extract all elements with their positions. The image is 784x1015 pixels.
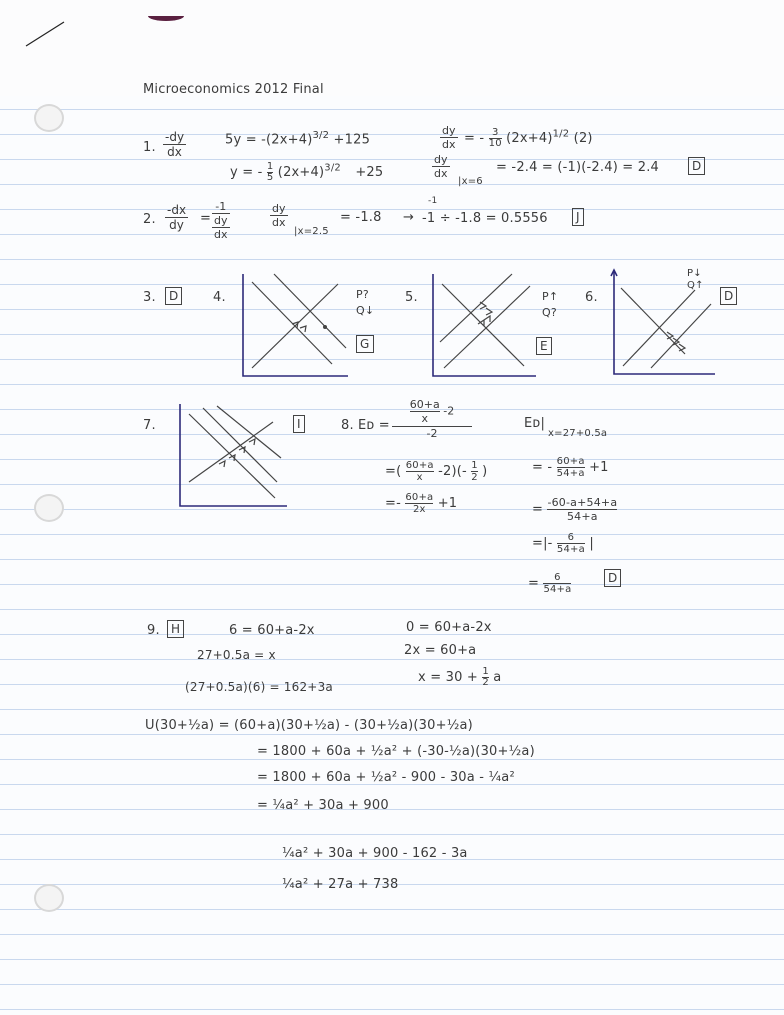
q5-supply-line — [440, 274, 512, 342]
q9-a1: 6 = 60+a-2x — [229, 623, 315, 638]
q1-line2-frac — [267, 162, 274, 183]
q8-r2-frac — [547, 496, 617, 523]
q6-note-p: P↓ — [687, 268, 702, 279]
q4-graph — [240, 272, 350, 380]
q8-r1 — [532, 456, 609, 479]
q1-deriv-num: dy — [442, 124, 456, 137]
q5-shift-arrows — [478, 302, 492, 326]
ink-blot — [148, 16, 184, 21]
q8-f1-frac-den: x — [421, 412, 429, 425]
q1-deriv-den: dx — [442, 138, 456, 151]
q7-answer-box: I — [293, 415, 305, 433]
q2-lhs-num: -dx — [167, 203, 187, 217]
q1-answer — [688, 157, 705, 175]
q5-demand-line — [442, 284, 524, 366]
q9-b3-main: x = 30 + — [418, 670, 479, 685]
q1-number: 1. — [143, 140, 156, 155]
q2-rhs — [212, 200, 230, 241]
q8-answer — [604, 569, 621, 587]
q2-eval-tail: = -1.8 — [340, 210, 382, 225]
q6-answer-box: D — [720, 287, 737, 305]
q1-eval-tail: = -2.4 = (-1)(-2.4) = 2.4 — [496, 160, 659, 175]
q5-number: 5. — [405, 290, 418, 305]
q2-answer-box: J — [572, 208, 584, 226]
q1-line1 — [225, 130, 370, 147]
q1-line2-main: y = - — [230, 165, 263, 180]
q8-line3-eq: =- — [385, 496, 401, 511]
q9-b3-frac-den: 2 — [482, 677, 489, 688]
page-title: Microeconomics 2012 Final — [143, 82, 324, 97]
q4-note-q: Q↓ — [356, 304, 375, 317]
q1-line2-mid: (2x+4) — [277, 165, 325, 180]
corner-marks — [20, 16, 200, 56]
q8-line3 — [385, 492, 457, 515]
q6-answer — [720, 287, 737, 305]
q1-deriv-frac-den: 10 — [488, 138, 502, 149]
q7-supply-line — [189, 422, 273, 482]
q8-line2-half-num: 1 — [471, 460, 478, 471]
q4-demand-line — [252, 282, 332, 364]
q9-answer-box: H — [167, 620, 184, 638]
q1-eval-lhs — [432, 153, 450, 180]
q9-b3 — [418, 667, 501, 688]
q8-formula — [392, 398, 472, 440]
q1-line2-frac-num: 1 — [266, 161, 274, 172]
q5-answer — [536, 337, 552, 355]
q8-line2-frac-den: x — [416, 472, 423, 483]
q2-result: -1 ÷ -1.8 = 0.5556 — [422, 211, 548, 226]
q3-answer — [165, 287, 182, 305]
q8-r2-frac-num: -60-a+54+a — [547, 496, 618, 509]
q1-line2 — [230, 162, 383, 183]
binder-hole-bottom — [34, 884, 64, 912]
q8-answer-box: D — [604, 569, 621, 587]
q4-note-p: P? — [356, 288, 369, 301]
q2-rhs-num: -1 — [212, 200, 230, 214]
q8-line3-frac-den: 2x — [413, 504, 426, 515]
q8-line2-tail: -2)(- — [438, 464, 467, 479]
q9-answer — [167, 620, 184, 638]
q1-deriv-frac — [489, 128, 502, 149]
q1-deriv-lhs — [440, 124, 458, 151]
q8-formula-denominator: -2 — [426, 427, 438, 440]
q8-r1-frac-den: 54+a — [556, 468, 585, 479]
q1-line1-exp: 3/2 — [312, 130, 330, 141]
q7-shift-arrows — [219, 439, 255, 467]
q5-note-q: Q? — [542, 306, 557, 319]
q8-f1-frac-num: 60+a — [409, 398, 440, 411]
q2-rhs-den-den: dx — [214, 228, 228, 241]
q6-graph — [611, 268, 721, 378]
q8-line2-half — [471, 460, 478, 483]
q1-line2-frac-den: 5 — [266, 172, 274, 183]
q9-u3: = 1800 + 60a + ½a² - 900 - 30a - ¼a² — [257, 770, 515, 785]
q4-number: 4. — [213, 290, 226, 305]
q8-r2 — [532, 496, 617, 523]
q8-line2 — [385, 460, 487, 483]
q8-f1-tail: -2 — [443, 404, 455, 418]
q8-r4-frac-num: 6 — [543, 572, 571, 584]
q1-line2-tail: +25 — [355, 165, 384, 180]
q5-graph — [430, 272, 538, 380]
q8-formula-numerator — [392, 398, 472, 427]
q8-line2-close: ) — [482, 464, 488, 479]
q9-u4: = ¼a² + 30a + 900 — [257, 798, 389, 813]
q6-supply-shifted — [651, 304, 711, 368]
q8-line2-frac-num: 60+a — [405, 460, 434, 471]
q8-line3-tail: +1 — [437, 496, 458, 511]
q2-eval-lhs — [270, 202, 288, 229]
q2-eq: = — [200, 211, 212, 226]
q2-eval-num: dy — [272, 202, 286, 215]
q8-r2-frac-den: 54+a — [566, 510, 598, 523]
q1-eval-num: dy — [434, 153, 448, 166]
q9-b3-tail: a — [493, 670, 502, 685]
q1-eval-at: |x=6 — [458, 176, 483, 187]
q5-note-p: P↑ — [542, 290, 559, 303]
q8-r3-eq: =|- — [532, 536, 553, 551]
q1-line1-tail: +125 — [333, 132, 371, 148]
q7-number: 7. — [143, 418, 156, 433]
q2-eval-at: |x=2.5 — [294, 226, 329, 237]
q1-lhs-num: -dy — [165, 130, 185, 144]
q9-w2: ¼a² + 27a + 738 — [282, 877, 399, 892]
q3-number: 3. — [143, 290, 156, 305]
q8-r-at: x=27+0.5a — [548, 428, 608, 439]
q8-line3-frac — [405, 492, 433, 515]
q7-graph — [177, 402, 289, 510]
q1-deriv — [464, 128, 593, 149]
q8-line2-half-den: 2 — [471, 472, 478, 483]
q8-r3-frac-den: 54+a — [556, 544, 585, 555]
q8-r4-eq: = — [528, 576, 540, 591]
q1-line2-exp: 3/2 — [324, 162, 341, 174]
q2-eval-den: dx — [272, 216, 286, 229]
q8-r3-tail: | — [589, 536, 594, 551]
q1-deriv-end: (2) — [573, 131, 593, 146]
q1-line1-main: 5y = -(2x+4) — [225, 132, 313, 148]
q6-note-q: Q↑ — [687, 280, 704, 291]
q9-w1: ¼a² + 30a + 900 - 162 - 3a — [282, 846, 468, 861]
q8-r1-eq: = - — [532, 460, 553, 475]
q4-answer — [356, 335, 374, 353]
q7-answer — [293, 415, 305, 433]
q8-r4-frac-den: 54+a — [543, 584, 572, 595]
q6-number: 6. — [585, 290, 598, 305]
q8-r4-frac — [543, 572, 571, 595]
q1-deriv-eq: = - — [464, 131, 485, 146]
q8-ed: Eᴅ = — [358, 418, 390, 433]
q2-answer — [572, 208, 584, 226]
q9-b2: 2x = 60+a — [404, 643, 477, 658]
q1-deriv-frac-num: 3 — [489, 128, 502, 139]
q2-number: 2. — [143, 212, 156, 227]
q8-r1-frac — [557, 456, 585, 479]
q1-deriv-tail: (2x+4) — [506, 131, 553, 146]
binder-hole-top — [34, 104, 64, 132]
q9-b3-frac — [482, 667, 489, 688]
q2-arrow: → — [403, 210, 415, 225]
q9-a3: (27+0.5a)(6) = 162+3a — [185, 680, 333, 694]
q8-r3-frac — [557, 532, 585, 555]
q8-r3-frac-num: 6 — [557, 532, 585, 544]
q8-line3-frac-num: 60+a — [405, 492, 434, 503]
pen-stroke — [26, 22, 64, 46]
q4-answer-box: G — [356, 335, 374, 353]
q1-answer-box: D — [688, 157, 705, 175]
q9-a2: 27+0.5a = x — [197, 648, 276, 662]
q8-r1-frac-num: 60+a — [556, 456, 585, 467]
q9-b1: 0 = 60+a-2x — [406, 620, 492, 635]
q9-number: 9. — [147, 623, 160, 638]
q4-equilibrium-dot — [323, 325, 327, 329]
q1-eval-den: dx — [434, 167, 448, 180]
q2-lhs — [165, 203, 188, 232]
q3-answer-box: D — [165, 287, 182, 305]
q8-r-head: Eᴅ| — [524, 416, 546, 431]
q8-r3 — [532, 532, 594, 555]
q8-line2-open: =( — [385, 464, 402, 479]
binder-hole-middle — [34, 494, 64, 522]
q9-u2: = 1800 + 60a + ½a² + (-30-½a)(30+½a) — [257, 744, 535, 759]
q8-number: 8. — [341, 418, 354, 433]
q8-f1-frac — [410, 398, 440, 425]
q2-eval-at-text: x=2.5 — [297, 226, 329, 237]
q1-deriv-exp: 1/2 — [552, 128, 570, 140]
q8-r4 — [528, 572, 571, 595]
q9-u1: U(30+½a) = (60+a)(30+½a) - (30+½a)(30+½a) — [145, 718, 473, 733]
q2-lhs-den: dy — [169, 218, 184, 232]
q5-answer-box: E — [536, 337, 552, 355]
q8-line2-frac — [406, 460, 434, 483]
q8-r1-tail: +1 — [589, 460, 609, 475]
q2-scratch: -1 — [428, 196, 438, 206]
q1-lhs — [163, 130, 186, 159]
q8-r2-eq: = — [532, 502, 544, 517]
q1-eval-at-text: x=6 — [461, 176, 483, 187]
q2-rhs-den-num: dy — [214, 214, 228, 227]
q1-lhs-den: dx — [167, 145, 182, 159]
q9-b3-frac-num: 1 — [482, 666, 489, 677]
